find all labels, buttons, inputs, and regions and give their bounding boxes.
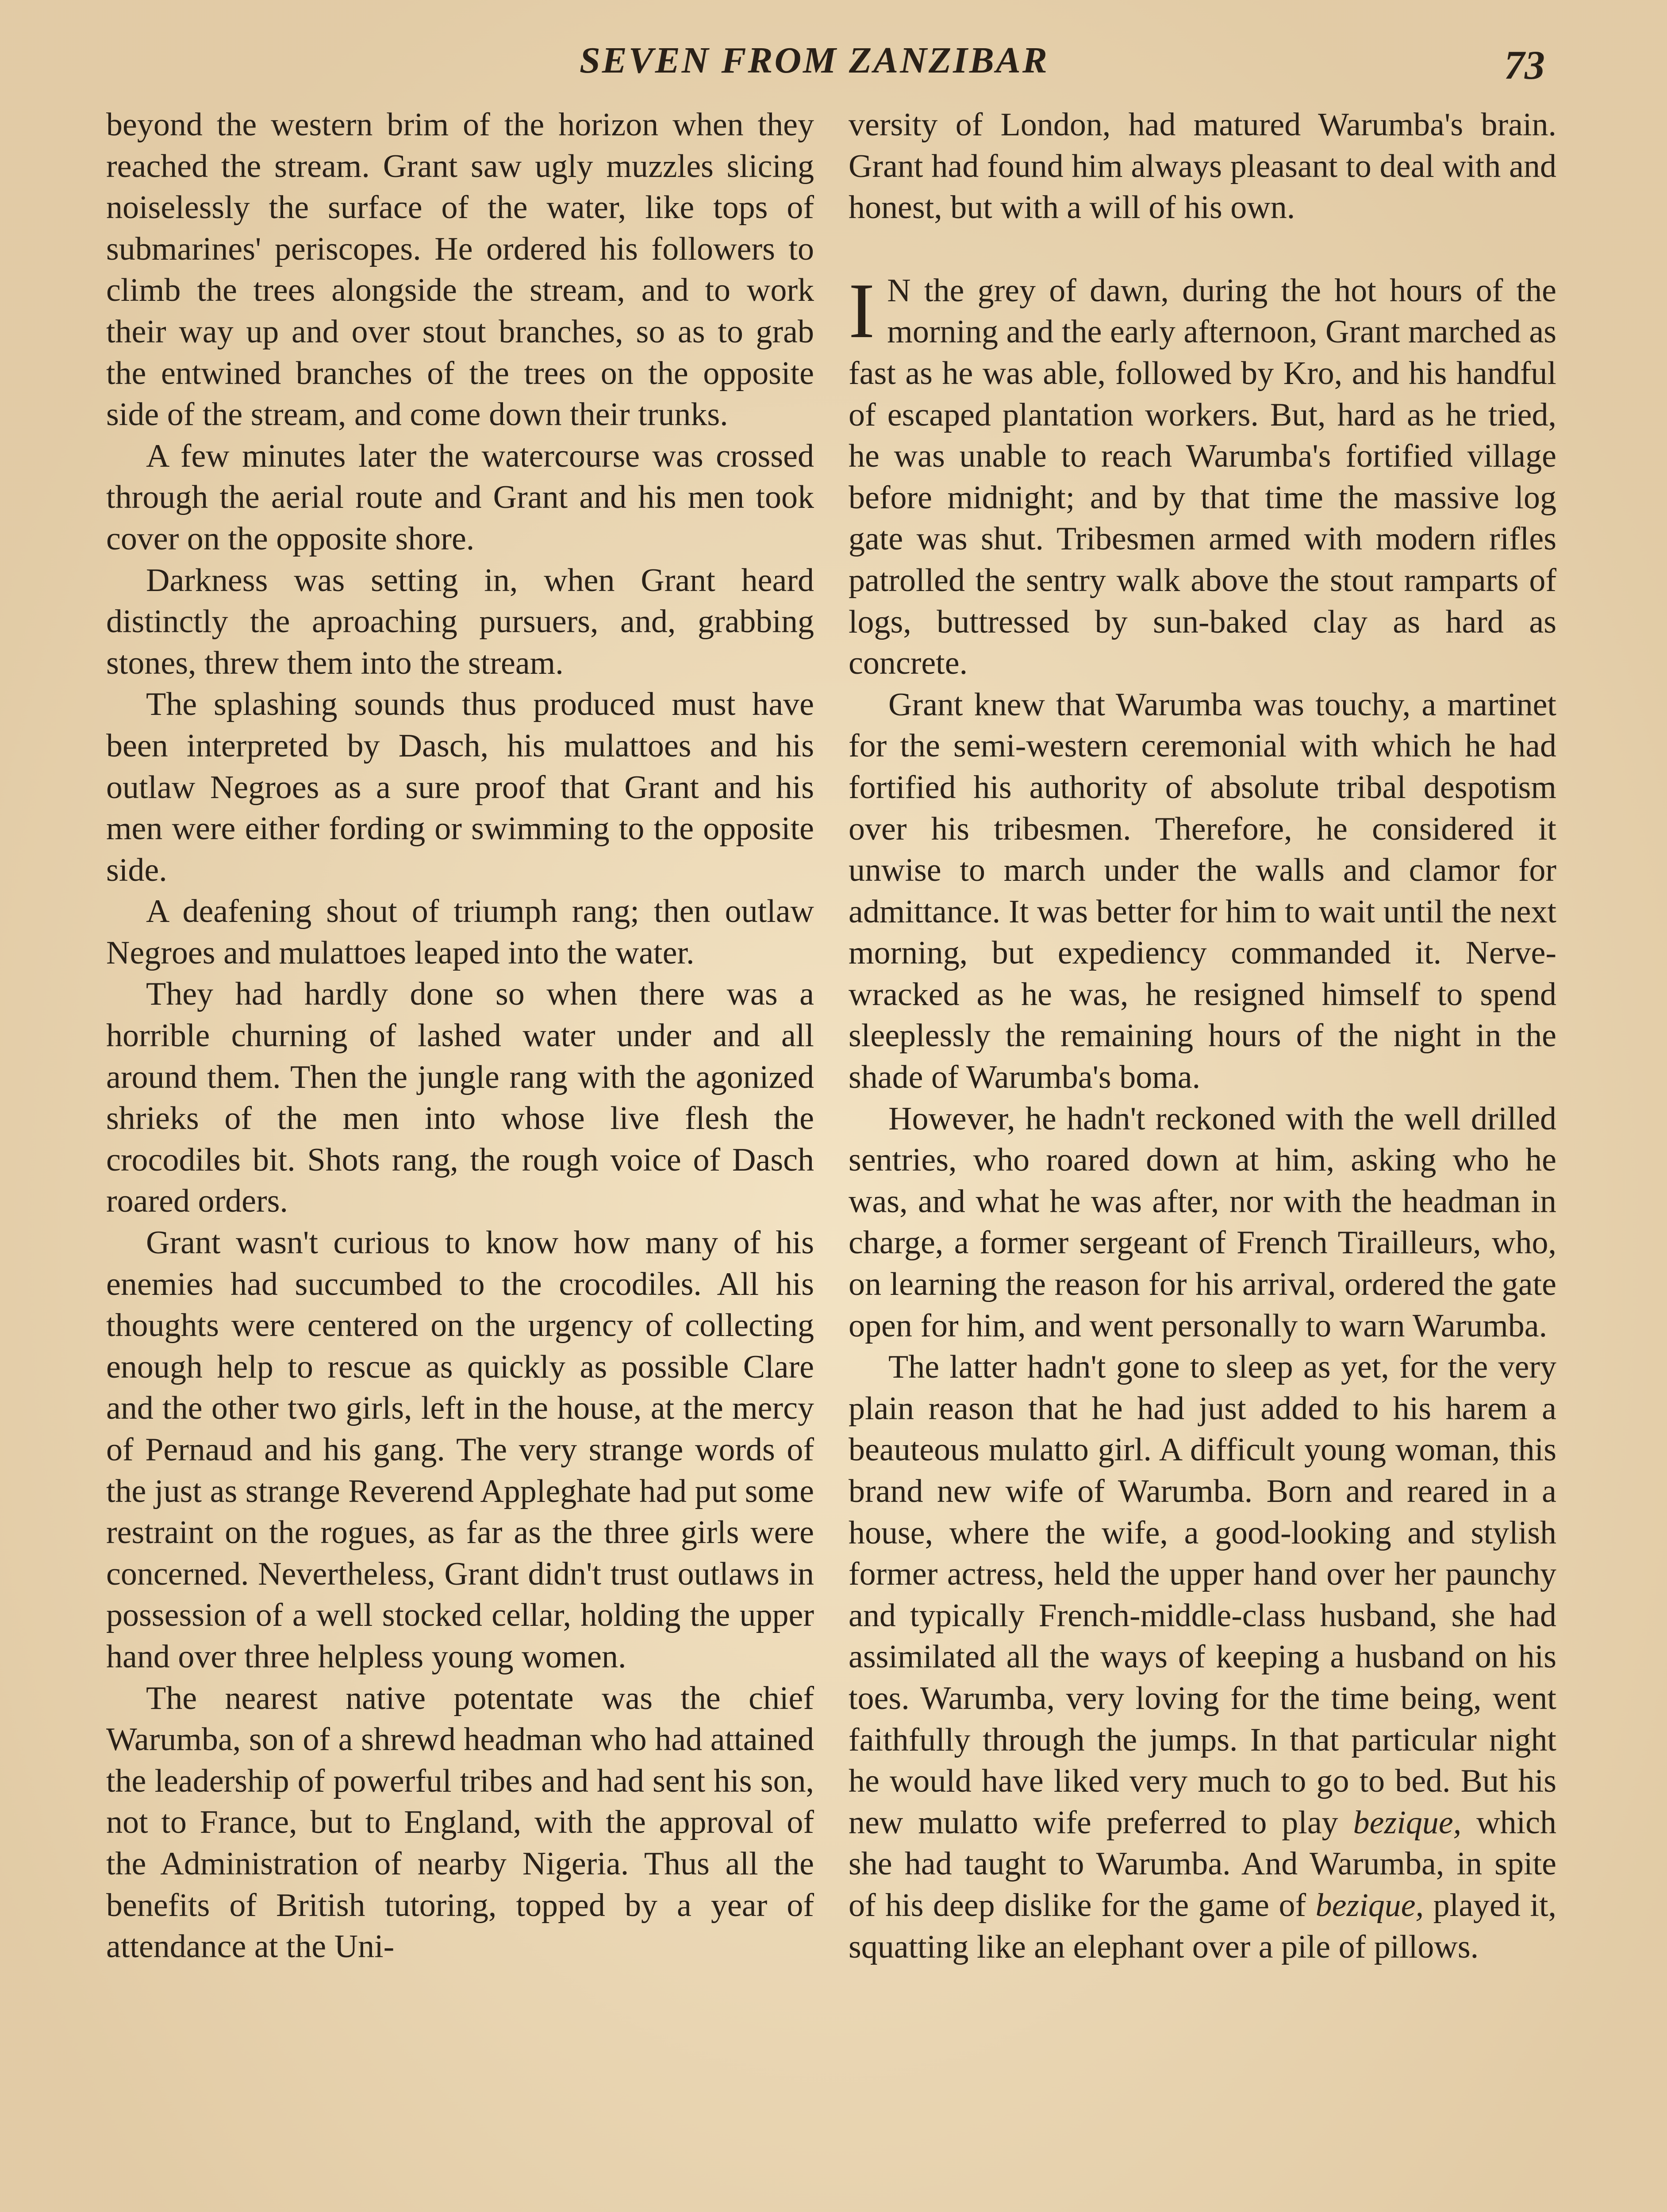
page-number: 73 — [1504, 42, 1545, 88]
text-run: The latter hadn't gone to sleep as yet, for the very plain reason that he had just added to his harem a beauteous mulatto girl. A difficult young woman, this brand new wife of Warumba. Born and reared in a house, where the wife, a good-looking and stylish former actress, held the upper hand over her paunchy and typically French-middle-class husband, she had assimilated all the ways of keeping a husband on his toes. Warumba, very loving for the time being, went faithfully through the jumps. In that particular night he would have liked very much to go to bed. But his new mulatto wife preferred to play — [849, 1349, 1556, 1841]
paragraph: A deafening shout of triumph rang; then outlaw Negroes and mulattoes leaped into the water. — [106, 893, 814, 971]
paragraph: A few minutes later the watercourse was crossed through the aerial route and Grant and his men took cover on the opposite shore. — [106, 438, 814, 557]
paragraph — [849, 1347, 1556, 1968]
text-run: played it, squatting like an elephant over a pile of pillows. — [849, 1887, 1557, 1965]
paragraph: However, he hadn't reckoned with the well drilled sentries, who roared down at him, asking who he was, and what he was after, nor with the headman in charge, a former sergeant of French Tirailleurs, who, on learning the reason for his arrival, ordered the gate open for him, and went personally to warn Warumba. — [849, 1100, 1556, 1344]
drop-cap: I — [849, 266, 875, 354]
left-column — [106, 104, 814, 1968]
paragraph: Darkness was setting in, when Grant heard distinctly the aproaching pursuers, and, grabbing stones, threw them into the stream. — [106, 562, 814, 681]
running-title: SEVEN FROM ZANZIBAR — [580, 40, 1049, 81]
text-run: which she had taught to Warumba. And Warumba, in spite of his deep dislike for the game of — [849, 1804, 1556, 1924]
paragraph: Grant wasn't curious to know how many of his enemies had succumbed to the crocodiles. All his thoughts were centered on the urgency of collecting enough help to rescue as quickly as possible Clare and the other two girls, left in the house, at the mercy of Pernaud and his gang. The very strange words of the just as strange Reverend Appleghate had put some restraint on the rogues, as far as the three girls were concerned. Nevertheless, Grant didn't trust outlaws in possession of a well stocked cellar, holding the upper hand over three helpless young women. — [106, 1225, 814, 1675]
italic-word: bezique, — [1353, 1804, 1462, 1841]
right-column — [849, 104, 1556, 1968]
paragraph: The splashing sounds thus produced must have been interpreted by Dasch, his mulattoes and his outlaw Negroes as a sure proof that Grant and his men were either fording or swimming to the opposite side. — [106, 686, 814, 888]
italic-word: bezique, — [1315, 1887, 1424, 1924]
paragraph: Grant knew that Warumba was touchy, a martinet for the semi-western ceremonial with which he had fortified his authority of absolute tribal despotism over his tribesmen. Therefore, he considered it unwise to march under the walls and clamor for admittance. It was better for him to wait until the next morning, but expediency commanded it. Nerve-wracked as he was, he resigned himself to spend sleeplessly the remaining hours of the night in the shade of Warumba's boma. — [849, 686, 1556, 1096]
section-start-paragraph — [849, 266, 1556, 684]
paragraph: The nearest native potentate was the chief Warumba, son of a shrewd headman who had attained the leadership of powerful tribes and had sent his son, not to France, but to England, with the approval of the Administration of nearby Nigeria. Thus all the benefits of British tutoring, topped by a year of attendance at the Uni- — [106, 1680, 814, 1965]
paragraph: They had hardly done so when there was a horrible churning of lashed water under and all around them. Then the jungle rang with the agonized shrieks of the men into whose live flesh the crocodiles bit. Shots rang, the rough voice of Dasch roared orders. — [106, 976, 814, 1220]
paragraph-continuation: versity of London, had matured Warumba's brain. Grant had found him always pleasant to deal with and honest, but with a will of his own. — [849, 107, 1556, 226]
page-header — [0, 39, 1667, 101]
section-text: N the grey of dawn, during the hot hours of the morning and the early afternoon, Grant marched as fast as he was able, followed by Kro, and his handful of escaped plantation workers. But, hard as he tried, he was unable to reach Warumba's fortified village before midnight; and by that time the massive log gate was shut. Tribesmen armed with modern rifles patrolled the sentry walk above the stout ramparts of logs, buttressed by sun-baked clay as hard as concrete. — [849, 272, 1556, 682]
paragraph: beyond the western brim of the horizon when they reached the stream. Grant saw ugly muzzles slicing noiselessly the surface of the water, like tops of submarines' periscopes. He ordered his followers to climb the trees alongside the stream, and to work their way up and over stout branches, so as to grab the entwined branches of the trees on the opposite side of the stream, and come down their trunks. — [106, 107, 814, 433]
